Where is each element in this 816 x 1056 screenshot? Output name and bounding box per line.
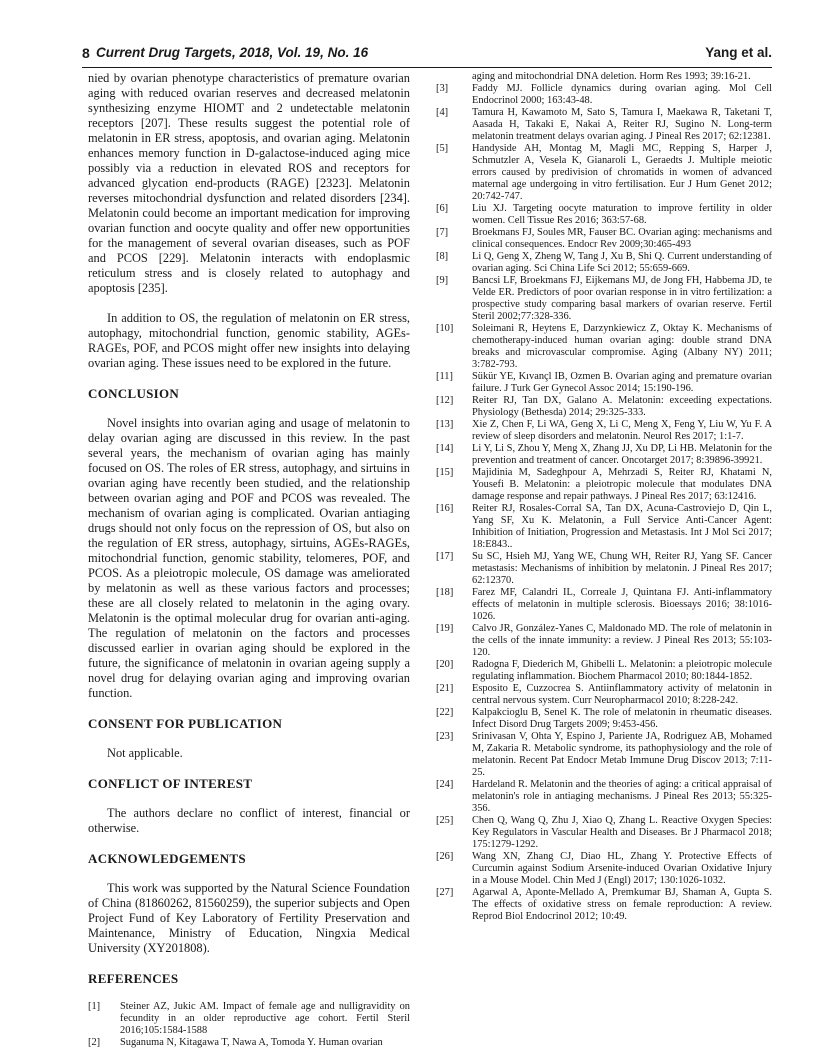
reference-item bbox=[436, 107, 772, 143]
reference-text: Majidinia M, Sadeghpour A, Mehrzadi S, Reiter RJ, Khatami N, Yousefi B. Melatonin: a pleiotropic molecule that modulates DNA damage response and repair pathways. J Pineal Res 2017; 63:12416. bbox=[472, 467, 772, 502]
acknowledgements-heading: ACKNOWLEDGEMENTS bbox=[88, 851, 246, 866]
reference-number: [18] bbox=[436, 587, 454, 598]
reference-item bbox=[436, 275, 772, 323]
reference-text: Reiter RJ, Rosales-Corral SA, Tan DX, Acuna-Castroviejo D, Qin L, Yang SF, Xu K. Melatonin, a Full Service Anti-Cancer Agent: Inhibition of Initiation, Progression and Metastasis. Int J Mol Sci 2017; 18:E843.. bbox=[472, 503, 772, 550]
left-column bbox=[88, 71, 410, 1049]
reference-number: [25] bbox=[436, 815, 454, 826]
reference-text: Faddy MJ. Follicle dynamics during ovarian aging. Mol Cell Endocrinol 2000; 163:43-48. bbox=[472, 83, 772, 106]
reference-item bbox=[436, 503, 772, 551]
second-paragraph: In addition to OS, the regulation of melatonin on ER stress, autophagy, mitochondrial function, genomic stability, AGEs-RAGEs, POF, and PCOS might offer new insights into delaying ovarian aging. These issues need to be explored in the future. bbox=[88, 311, 410, 370]
reference-text: Tamura H, Kawamoto M, Sato S, Tamura I, Maekawa R, Taketani T, Aasada H, Takaki E, Nakai A, Reiter RJ, Sugino N. Long-term melatonin treatment delays ovarian aging. J Pineal Res 2017; 62:12381. bbox=[472, 107, 772, 142]
reference-number: [13] bbox=[436, 419, 454, 430]
reference-number: [17] bbox=[436, 551, 454, 562]
reference-text: Esposito E, Cuzzocrea S. Antiinflammatory activity of melatonin in central nervous system. Curr Neuropharmacol 2010; 8:228-242. bbox=[472, 683, 772, 706]
reference-text: Sükür YE, Kıvançl IB, Ozmen B. Ovarian aging and premature ovarian failure. J Turk Ger Gynecol Assoc 2014; 15:190-196. bbox=[472, 371, 772, 394]
reference-number: [7] bbox=[436, 227, 449, 238]
reference-text: Kalpakcioglu B, Senel K. The role of melatonin in rheumatic diseases. Infect Disord Drug Targets 2009; 9:453-456. bbox=[472, 707, 772, 730]
reference-number: [15] bbox=[436, 467, 454, 478]
reference-item bbox=[436, 203, 772, 227]
consent-heading: CONSENT FOR PUBLICATION bbox=[88, 716, 283, 731]
reference-item bbox=[88, 1037, 410, 1049]
reference-text: Farez MF, Calandri IL, Correale J, Quintana FJ. Anti-inflammatory effects of melatonin in multiple sclerosis. Bioessays 2016; 38:1016-1026. bbox=[472, 587, 772, 622]
reference-text: Liu XJ. Targeting oocyte maturation to improve fertility in older women. Cell Tissue Res 2016; 363:57-68. bbox=[472, 203, 772, 226]
reference-number: [26] bbox=[436, 851, 454, 862]
conflict-text: The authors declare no conflict of interest, financial or otherwise. bbox=[88, 806, 410, 835]
reference-item bbox=[436, 323, 772, 371]
reference-number: [4] bbox=[436, 107, 449, 118]
reference-item bbox=[436, 143, 772, 203]
reference-text: Su SC, Hsieh MJ, Yang WE, Chung WH, Reiter RJ, Yang SF. Cancer metastasis: Mechanisms of inhibition by melatonin. J Pineal Res 2017; 62:12370. bbox=[472, 551, 772, 586]
reference-number: [20] bbox=[436, 659, 454, 670]
reference-number: [21] bbox=[436, 683, 454, 694]
reference-text: Chen Q, Wang Q, Zhu J, Xiao Q, Zhang L. Reactive Oxygen Species: Key Regulators in Vascular Health and Diseases. Br J Pharmacol 2018; 175:1279-1292. bbox=[472, 815, 772, 850]
reference-item bbox=[436, 587, 772, 623]
reference-text: Xie Z, Chen F, Li WA, Geng X, Li C, Meng X, Feng Y, Liu W, Yu F. A review of sleep disorders and melatonin. Neurol Res 2017; 1:1-7. bbox=[472, 419, 772, 442]
reference-item bbox=[436, 851, 772, 887]
reference-item bbox=[436, 815, 772, 851]
reference-item bbox=[436, 443, 772, 467]
conclusion-text: Novel insights into ovarian aging and usage of melatonin to delay ovarian aging are discussed in this review. In the past several years, the mechanism of ovarian aging has mainly focused on OS. The roles of ER stress, autophagy, and sirtuins in ovarian aging have recently been studied, and the relationship between ovarian aging and POF and PCOS was revealed. The mechanism of ovarian aging is complicated. Ovarian antiaging drugs should not only focus on the repression of OS, but also on the regulation of ER stress, autophagy, sirtuins, AGEs-RAGEs, mitochondrial function, genomic stability, telomeres, POF, and PCOS. As a pleiotropic molecule, OS damage was ameliorated by melatonin as well as these various factors and processes; these are all closely related to melatonin in the aging ovary. Melatonin is the optimal molecular drug for ovarian anti-aging. The regulation of melatonin on the factors and processes discussed earlier in ovarian aging should be explored in the future, the significance of melatonin in ovarian ageing supply a novel drug for delaying ovarian aging and improving ovarian function. bbox=[88, 416, 410, 700]
reference-number: [3] bbox=[436, 83, 449, 94]
reference-text: Soleimani R, Heytens E, Darzynkiewicz Z, Oktay K. Mechanisms of chemotherapy-induced human ovarian aging: double strand DNA breaks and microvascular compromise. Aging (Albany NY) 2011; 3:782-793. bbox=[472, 323, 772, 370]
reference-text: Bancsi LF, Broekmans FJ, Eijkemans MJ, de Jong FH, Habbema JD, te Velde ER. Predictors of poor ovarian response in in vitro fertilization: a prospective study comparing basal markers of ovarian reserve. Fertil Steril 2002;77:328-336. bbox=[472, 275, 772, 322]
references-heading: REFERENCES bbox=[88, 971, 179, 986]
reference-item bbox=[436, 371, 772, 395]
reference-number: [23] bbox=[436, 731, 454, 742]
reference-item bbox=[436, 887, 772, 923]
reference-item bbox=[436, 551, 772, 587]
reference-number: [27] bbox=[436, 887, 454, 898]
reference-item bbox=[436, 395, 772, 419]
reference-item bbox=[436, 683, 772, 707]
reference-number bbox=[436, 71, 472, 83]
reference-item bbox=[436, 419, 772, 443]
reference-item bbox=[436, 71, 772, 83]
reference-item bbox=[436, 779, 772, 815]
right-column bbox=[436, 71, 772, 923]
reference-text: Li Y, Li S, Zhou Y, Meng X, Zhang JJ, Xu DP, Li HB. Melatonin for the prevention and treatment of cancer. Oncotarget 2017; 8:39896-39921. bbox=[472, 443, 772, 466]
reference-item bbox=[436, 251, 772, 275]
reference-text: Wang XN, Zhang CJ, Diao HL, Zhang Y. Protective Effects of Curcumin against Sodium Arsenite-induced Ovarian Oxidative Injury in a Mouse Model. Chin Med J (Engl) 2017; 130:1026-1032. bbox=[472, 851, 772, 886]
reference-text: Radogna F, Diederich M, Ghibelli L. Melatonin: a pleiotropic molecule regulating inflammation. Biochem Pharmacol 2010; 80:1844-1852. bbox=[472, 659, 772, 682]
header-rule bbox=[82, 67, 772, 68]
conflict-heading: CONFLICT OF INTEREST bbox=[88, 776, 253, 791]
reference-number: [5] bbox=[436, 143, 449, 154]
reference-text: Calvo JR, González-Yanes C, Maldonado MD. The role of melatonin in the cells of the innate immunity: a review. J Pineal Res 2013; 55:103-120. bbox=[472, 623, 772, 658]
reference-text: Agarwal A, Aponte-Mellado A, Premkumar BJ, Shaman A, Gupta S. The effects of oxidative stress on female reproduction: A review. Reprod Biol Endocrinol 2012; 10:49. bbox=[472, 887, 772, 922]
reference-text: Li Q, Geng X, Zheng W, Tang J, Xu B, Shi Q. Current understanding of ovarian aging. Sci China Life Sci 2012; 55:659-669. bbox=[472, 251, 772, 274]
conclusion-heading: CONCLUSION bbox=[88, 386, 180, 401]
reference-number: [14] bbox=[436, 443, 454, 454]
reference-item bbox=[436, 623, 772, 659]
reference-item bbox=[436, 659, 772, 683]
reference-number: [12] bbox=[436, 395, 454, 406]
reference-text: Reiter RJ, Tan DX, Galano A. Melatonin: exceeding expectations. Physiology (Bethesda) 2014; 29:325-333. bbox=[472, 395, 772, 418]
reference-item bbox=[88, 1001, 410, 1037]
journal-title: Current Drug Targets, 2018, Vol. 19, No. 16 bbox=[96, 45, 369, 60]
consent-text: Not applicable. bbox=[107, 746, 183, 760]
reference-text: Suganuma N, Kitagawa T, Nawa A, Tomoda Y. Human ovarian bbox=[120, 1037, 383, 1048]
reference-item bbox=[436, 707, 772, 731]
reference-continuation: aging and mitochondrial DNA deletion. Horm Res 1993; 39:16-21. bbox=[472, 71, 751, 82]
acknowledgements-text: This work was supported by the Natural Science Foundation of China (81860262, 81560259), the superior subjects and Open Project Fund of Key Laboratory of Fertility Preservation and Maintenance, Ministry of Education, Ningxia Medical University (XY201808). bbox=[88, 881, 410, 955]
reference-text: Steiner AZ, Jukic AM. Impact of female age and nulligravidity on fecundity in an older reproductive age cohort. Fertil Steril 2016;105:1584-1588 bbox=[120, 1001, 410, 1036]
reference-item bbox=[436, 467, 772, 503]
reference-number: [19] bbox=[436, 623, 454, 634]
reference-number: [24] bbox=[436, 779, 454, 790]
reference-number: [9] bbox=[436, 275, 449, 286]
reference-text: Broekmans FJ, Soules MR, Fauser BC. Ovarian aging: mechanisms and clinical consequences. Endocr Rev 2009;30:465-493 bbox=[472, 227, 772, 250]
reference-item bbox=[436, 227, 772, 251]
reference-text: Srinivasan V, Ohta Y, Espino J, Pariente JA, Rodriguez AB, Mohamed M, Zakaria R. Metabolic syndrome, its pathophysiology and the role of melatonin. Recent Pat Endocr Metab Immune Drug Discov 2013; 7:11-25. bbox=[472, 731, 772, 778]
reference-number: [16] bbox=[436, 503, 454, 514]
reference-number: [8] bbox=[436, 251, 449, 262]
running-authors: Yang et al. bbox=[705, 45, 772, 60]
reference-number: [11] bbox=[436, 371, 453, 382]
intro-paragraph: nied by ovarian phenotype characteristics of premature ovarian aging with reduced ovarian reserves and decreased melatonin synthesizing enzyme HIOMT and 2 undetectable melatonin receptors [207]. These results suggest the potential role of melatonin in ER stress, apoptosis, and ovarian aging. Melatonin enhances memory function in D-galactose-induced aging mice possibly via a reduction in elevated ROS and receptors for advanced glycation end-products (RAGE) [2323]. Melatonin reverses mitochondrial dysfunction and related disorders [234]. Melatonin could become an important medication for improving ovarian function and oocyte quality and offer new opportunities for the management of several ovarian diseases, such as POF and PCOS [229]. Melatonin interacts with endoplasmic reticulum stress and is closely related to autophagy and apoptosis [235]. bbox=[88, 71, 410, 295]
reference-item bbox=[436, 731, 772, 779]
reference-number: [6] bbox=[436, 203, 449, 214]
reference-number: [1] bbox=[88, 1001, 101, 1012]
reference-text: Hardeland R. Melatonin and the theories of aging: a critical appraisal of melatonin's role in antiaging mechanisms. J Pineal Res 2013; 55:325-356. bbox=[472, 779, 772, 814]
page-number: 8 bbox=[82, 45, 90, 61]
reference-item bbox=[436, 83, 772, 107]
running-header bbox=[82, 45, 772, 67]
reference-number: [22] bbox=[436, 707, 454, 718]
reference-number: [2] bbox=[88, 1037, 101, 1048]
reference-number: [10] bbox=[436, 323, 454, 334]
reference-text: Handyside AH, Montag M, Magli MC, Repping S, Harper J, Schmutzler A, Vesela K, Gianaroli L, Geraedts J. Multiple meiotic errors caused by predivision of chromatids in women of advanced maternal age undergoing in vitro fertilisation. Eur J Hum Genet 2012; 20:742-747. bbox=[472, 143, 772, 202]
